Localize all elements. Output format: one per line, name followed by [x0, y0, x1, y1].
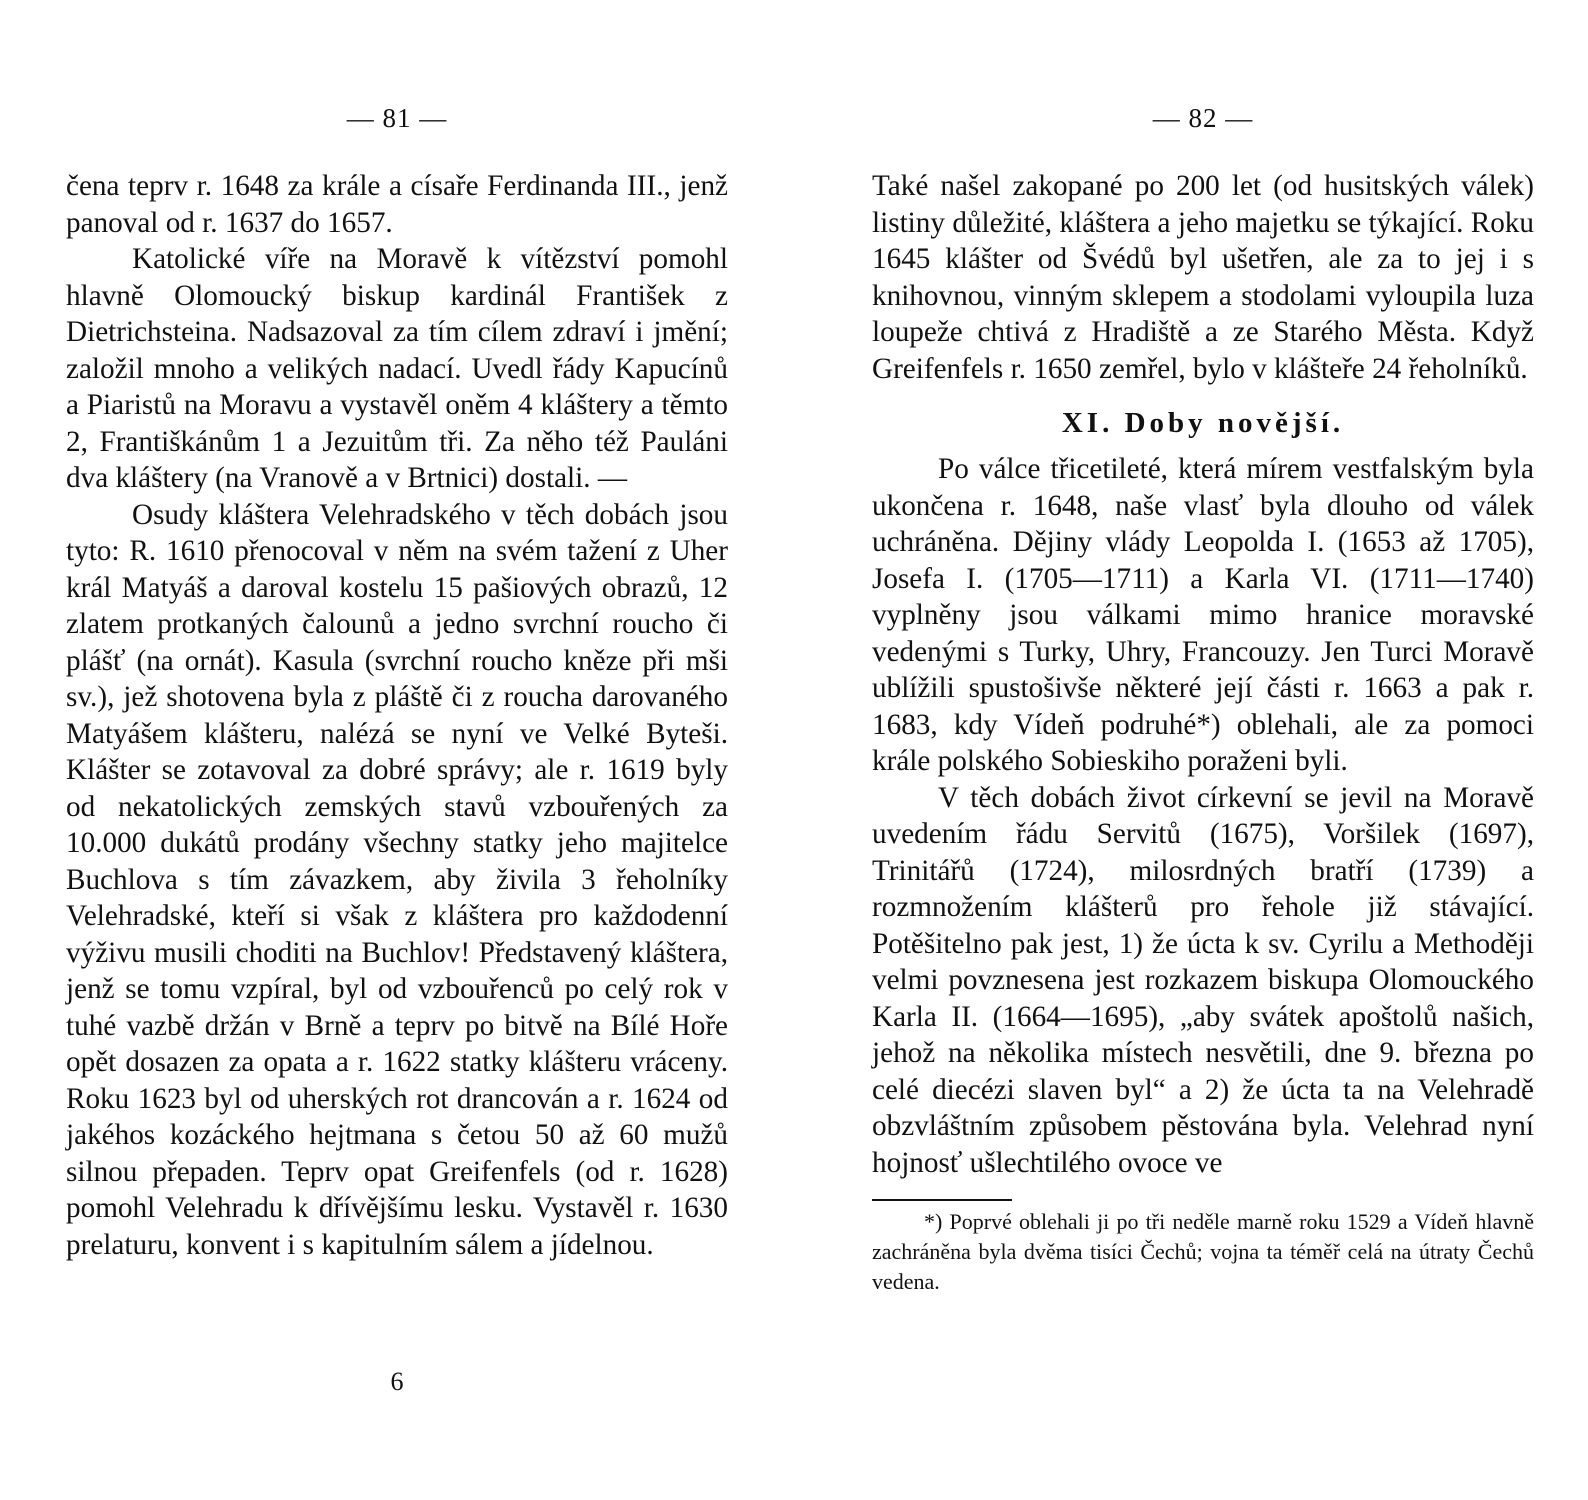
paragraph-church-life: V těch dobách život církevní se jevil na Moravě uvedením řádu Servitů (1675), Voršilek (1697), Trinitářů (1724), milosrdných bratří (1739) a rozmnožením klášterů pro řehole již stávající. Potěšitelno pak jest, 1) že úcta k sv. Cyrilu a Methoději velmi povznesena jest rozkazem biskupa Olomouckého Karla II. (1664—1695), „aby svátek apoštolů našich, jehož na několika místech nesvětili, dne 9. března po celé diecézi slaven byl“ a 2) že úcta ta na Velehradě obzvláštním způsobem pěstována byla. Velehrad nyní hojnosť ušlechtilého ovoce ve: [872, 781, 1534, 1179]
left-page: [66, 0, 728, 1500]
paragraph-after-thirty-years-war: Po válce třicetileté, která mírem vestfalským byla ukončena r. 1648, naše vlasť byla dlouho od válek uchráněna. Dějiny vlády Leopolda I. (1653 až 1705), Josefa I. (1705—1711) a Karla VI. (1711—1740) vyplněny jsou válkami mimo hranice moravské vedenými s Turky, Uhry, Francouzy. Jen Turci Moravě ublížili spustošivše některé její části r. 1663 a pak r. 1683, kdy Vídeň podruhé*) oblehali, ale za pomoci krále polského Sobieskiho poraženi byli.: [872, 453, 1534, 777]
printer-signature-mark: 6: [390, 1367, 404, 1396]
paragraph-greifenfels: Také našel zakopané po 200 let (od husitských válek) listiny důležité, kláštera a jeho majetku se týkající. Roku 1645 klášter od Švédů byl ušetřen, ale za to jej i s knihovnou, vinným sklepem a stodolami vyloupila luza loupeže chtivá z Hradiště a ze Starého Města. Když Greifenfels r. 1650 zemřel, bylo v klášteře 24 řeholníků.: [872, 170, 1534, 385]
right-page: [872, 0, 1534, 1500]
footnote: *) Poprvé oblehali ji po tři neděle marně roku 1529 a Vídeň hlavně zachráněna byla dvěma tisíci Čechů; vojna ta téměř celá na útraty Čechů vedena.: [872, 1209, 1534, 1294]
page-number-82: — 82 —: [1152, 103, 1254, 133]
page-number-81: — 81 —: [346, 103, 448, 133]
right-page-text: [872, 168, 1534, 1297]
left-page-text: [66, 168, 728, 1263]
paragraph-velehrad-fates: Osudy kláštera Velehradského v těch dobách jsou tyto: R. 1610 přenocoval v něm na svém tažení z Uher král Matyáš a daroval kostelu 15 pašiových obrazů, 12 zlatem protkaných čalounů a jedno svrchní roucho či plášť (na ornát). Kasula (svrchní roucho kněze při mši sv.), jež shotovena byla z pláště či z roucha darovaného Matyášem klášteru, nalézá se nyní ve Velké Byteši. Klášter se zotavoval za dobré správy; ale r. 1619 byly od nekatolických zemských stavů vzbouřených za 10.000 dukátů prodány všechny statky jeho majitelce Buchlova s tím závazkem, aby živila 3 řeholníky Velehradské, kteří si však z kláštera pro každodenní výživu musili choditi na Buchlov! Představený kláštera, jenž se tomu vzpíral, byl od vzbouřenců po celý rok v tuhé vazbě držán v Brně a teprv po bitvě na Bílé Hoře opět dosazen za opata a r. 1622 statky klášteru vráceny. Roku 1623 byl od uherských rot drancován a r. 1624 od jakéhos kozáckého hejtmana s četou 50 až 60 mužů silnou přepaden. Teprv opat Greifenfels (od r. 1628) pomohl Velehradu k dřívějšímu lesku. Vystavěl r. 1630 prelaturu, konvent i s kapitulním sálem a jídelnou.: [66, 498, 728, 1261]
paragraph-continuation: čena teprv r. 1648 za krále a císaře Ferdinanda III., jenž panoval od r. 1637 do 1657.: [66, 170, 728, 239]
chapter-heading: XI. Doby novější.: [1061, 407, 1345, 439]
footnote-divider: [872, 1199, 1012, 1201]
paragraph-dietrichstein: Katolické víře na Moravě k vítězství pomohl hlavně Olomoucký biskup kardinál František z Dietrichsteina. Nadsazoval za tím cílem zdraví i jmění; založil mnoho a velikých nadací. Uvedl řády Kapucínů a Piaristů na Moravu a vystavěl oněm 4 kláštery a těmto 2, Františkánům 1 a Jezuitům tři. Za něho též Pauláni dva kláštery (na Vranově a v Brtnici) dostali. —: [66, 243, 728, 494]
